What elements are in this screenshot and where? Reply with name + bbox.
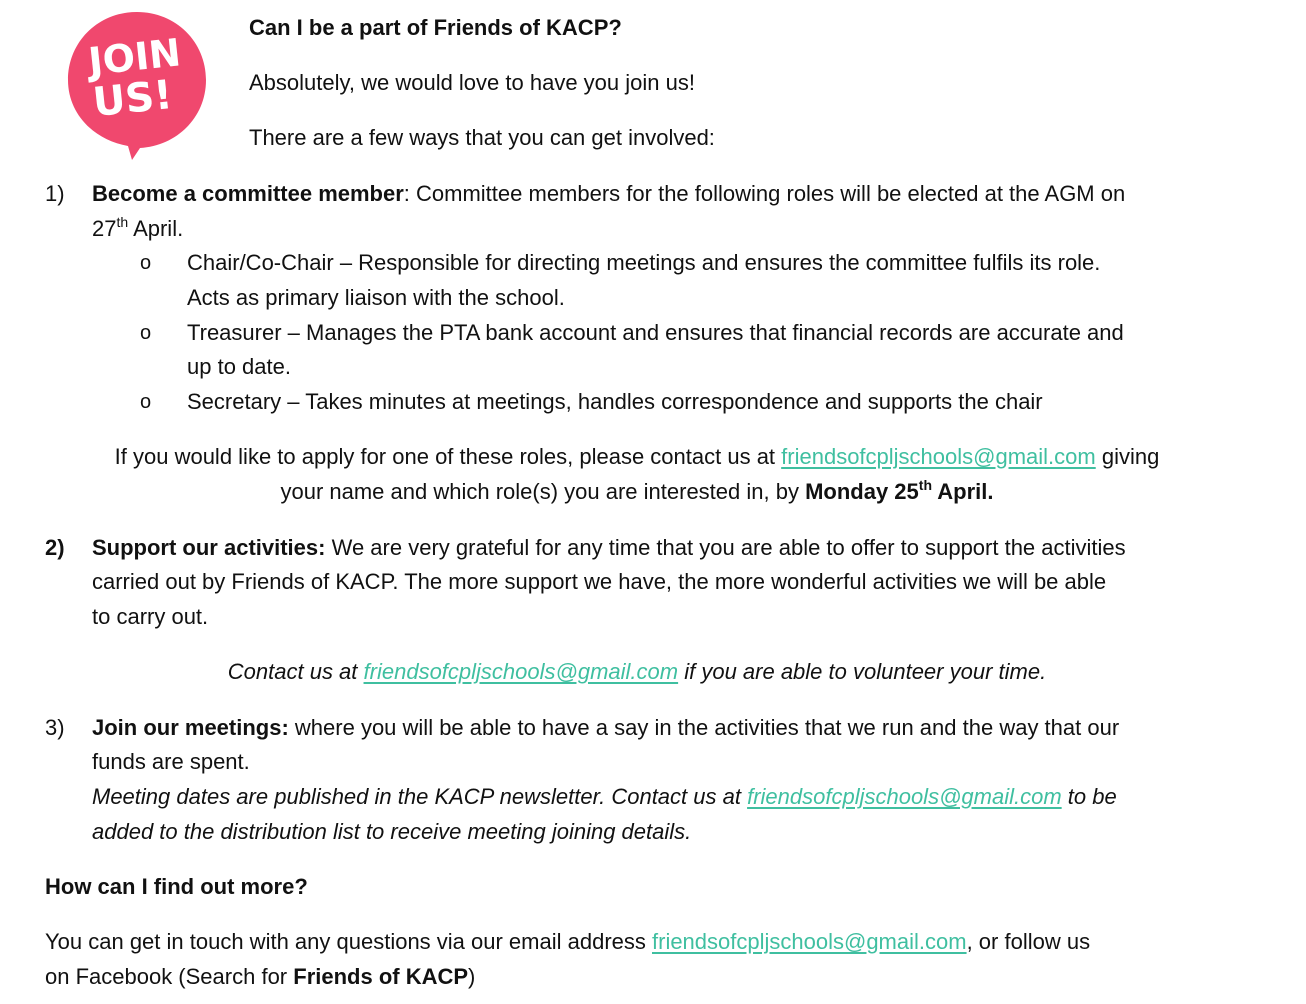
join-us-logo [62,8,212,164]
agm-day-suffix: th [116,214,129,230]
item2-line2: carried out by Friends of KACP. The more support we have, the more wonderful activities we will be able [92,569,1107,594]
apply-line2 [0,474,1274,509]
logo-text-join: JOIN [86,30,183,84]
email-link[interactable]: friendsofcpljschools@gmail.com [652,929,967,954]
facebook-text-end: ) [468,964,476,989]
volunteer-contact [0,654,1274,689]
logo-text-us: US! [90,72,175,127]
item1-title: Become a committee member [92,181,404,206]
agm-day: 27 [92,216,117,241]
list-number-3: 3) [45,715,65,740]
item2-line1 [92,530,1126,565]
item2-text: We are very grateful for any time that you are able to offer to support the activities [325,535,1126,560]
item2-title: Support our activities: [92,535,326,560]
more-text: You can get in touch with any questions via our email address [45,929,652,954]
intro-paragraph-1: Absolutely, we would love to have you join us! [249,70,695,95]
meeting-dates-text-end: to be [1061,784,1117,809]
item2-line3: to carry out. [92,604,209,629]
intro-paragraph-2: There are a few ways that you can get involved: [249,125,715,150]
email-link[interactable]: friendsofcpljschools@gmail.com [363,659,679,684]
more-heading: How can I find out more? [45,874,308,899]
item1-line1 [92,176,1125,211]
item1-text: : Committee members for the following roles will be elected at the AGM on [403,181,1126,206]
agm-month: April. [128,216,184,241]
role-chair-line2: Acts as primary liaison with the school. [187,285,565,310]
meeting-dates-text: Meeting dates are published in the KACP newsletter. Contact us at [92,784,748,809]
item3-title: Join our meetings: [92,715,289,740]
item3-text: where you will be able to have a say in the activities that we run and the way that our [288,715,1120,740]
facebook-text: on Facebook (Search for [45,964,294,989]
meeting-dates-line1 [92,779,1117,814]
meeting-dates-line2: added to the distribution list to receive meeting joining details. [92,819,692,844]
item3-line2: funds are spent. [92,749,250,774]
bullet-marker: o [140,322,152,344]
apply-line2-text: your name and which role(s) you are interested in, by [280,479,806,504]
role-chair-line1: Chair/Co-Chair – Responsible for directing meetings and ensures the committee fulfils its role. [187,250,1101,275]
intro-heading: Can I be a part of Friends of KACP? [249,15,622,40]
facebook-group-name: Friends of KACP [293,964,469,989]
bullet-marker: o [140,252,152,274]
volunteer-text: Contact us at [227,659,364,684]
list-number-2: 2) [45,535,65,560]
bullet-marker: o [140,391,152,413]
role-treasurer-line2: up to date. [187,354,291,379]
more-line2 [45,959,475,994]
apply-deadline: Monday 25th April. [805,477,994,504]
role-treasurer-line1: Treasurer – Manages the PTA bank account and ensures that financial records are accurate and [187,320,1124,345]
apply-line1 [0,439,1274,474]
apply-text: If you would like to apply for one of these roles, please contact us at [114,444,782,469]
more-text-end: , or follow us [966,929,1091,954]
list-number-1: 1) [45,181,65,206]
more-line1 [45,924,1090,959]
role-secretary-line1: Secretary – Takes minutes at meetings, handles correspondence and supports the chair [187,389,1043,414]
apply-text-end: giving [1095,444,1160,469]
email-link[interactable]: friendsofcpljschools@gmail.com [781,444,1096,469]
email-link[interactable]: friendsofcpljschools@gmail.com [747,784,1062,809]
item1-line2 [92,211,183,246]
volunteer-text-end: if you are able to volunteer your time. [678,659,1047,684]
item3-line1 [92,710,1119,745]
